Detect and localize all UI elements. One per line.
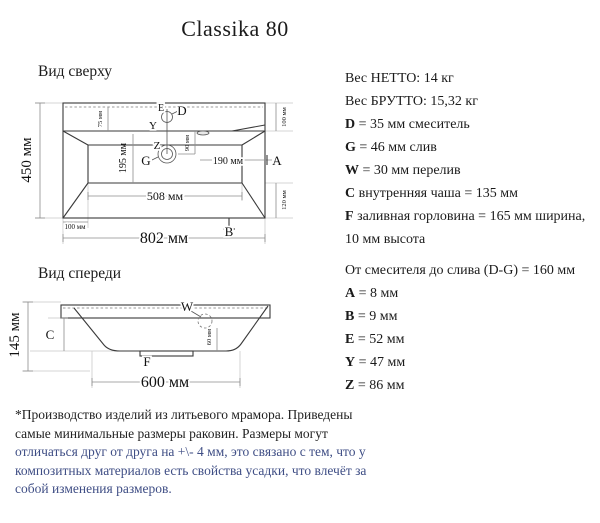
point-label-a: A (272, 153, 282, 168)
spec-z: Z = 86 мм (345, 378, 405, 393)
spec-y: Y = 47 мм (345, 355, 406, 370)
point-label-c: C (45, 327, 55, 342)
point-label-z: Z (153, 140, 161, 152)
spec-gross-weight: Вес БРУТТО: 15,32 кг (345, 94, 478, 109)
top-view-section-label: Вид сверху (38, 63, 113, 80)
dim-label-to-edge: 190 мм (212, 156, 244, 167)
point-label-f: F (143, 354, 151, 369)
point-label-e: E (157, 103, 165, 114)
overflow-slot (197, 131, 209, 135)
dim-label-drain: 90 мм (184, 134, 191, 152)
top-view-drawing (0, 88, 340, 260)
spec-list (345, 67, 595, 397)
front-view-drawing (0, 278, 340, 403)
leader-lines (152, 111, 178, 160)
sink-outline (61, 305, 270, 356)
point-label-d: D (177, 103, 187, 118)
dim-label-left-inset: 100 мм (64, 223, 86, 231)
point-label-b: B (224, 224, 234, 239)
spec-c-bowl: C внутренняя чаша = 135 мм (345, 186, 518, 201)
spec-mixer-to-drain: От смесителя до слива (D-G) = 160 мм (345, 263, 576, 278)
dim-label-deck: 75 мм (97, 110, 104, 128)
dim-label-inner-width: 508 мм (146, 189, 184, 203)
spec-g-drain: G = 46 мм слив (345, 140, 437, 155)
spec-f-neck-height: 10 мм высота (345, 232, 426, 247)
spec-net-weight: Вес НЕТТО: 14 кг (345, 71, 454, 86)
footnote (15, 406, 371, 499)
footnote-line: *Производство изделий из литьевого мрамора. Приведены (15, 407, 353, 422)
dim-label-width: 600 мм (140, 374, 190, 391)
spec-a: A = 8 мм (345, 286, 399, 301)
point-label-y: Y (149, 120, 157, 132)
point-label-w: W (180, 299, 194, 314)
dim-label-height: 450 мм (19, 137, 35, 183)
spec-d-mixer: D = 35 мм смеситель (345, 117, 470, 132)
spec-w-overflow: W = 30 мм перелив (345, 163, 461, 178)
dim-label-height: 145 мм (7, 312, 23, 358)
footnote-line: композитных материалов есть свойства усадки, что влечёт за (15, 462, 367, 478)
dim-label-width: 802 мм (139, 230, 189, 247)
footnote-line: отличаться друг от друга на +\- 4 мм, это связано с тем, что у (15, 444, 366, 460)
footnote-line: самые минимальные размеры раковин. Размеры могут (15, 425, 328, 441)
dim-label-right-top: 100 мм (281, 107, 288, 127)
dim-label-overflow: 60 мм (206, 328, 213, 346)
spec-b: B = 9 мм (345, 309, 398, 324)
point-label-g: G (141, 153, 151, 168)
front-view-section-label: Вид спереди (38, 265, 122, 282)
footnote-line: собой изменения размеров. (15, 481, 172, 497)
dim-label-bowl-depth: 195 мм (118, 142, 129, 174)
page-title: Classika 80 (181, 16, 289, 41)
spec-f-neck: F заливная горловина = 165 мм ширина, (345, 209, 586, 224)
spec-e: E = 52 мм (345, 332, 405, 347)
dim-label-right-bottom: 120 мм (281, 190, 288, 210)
